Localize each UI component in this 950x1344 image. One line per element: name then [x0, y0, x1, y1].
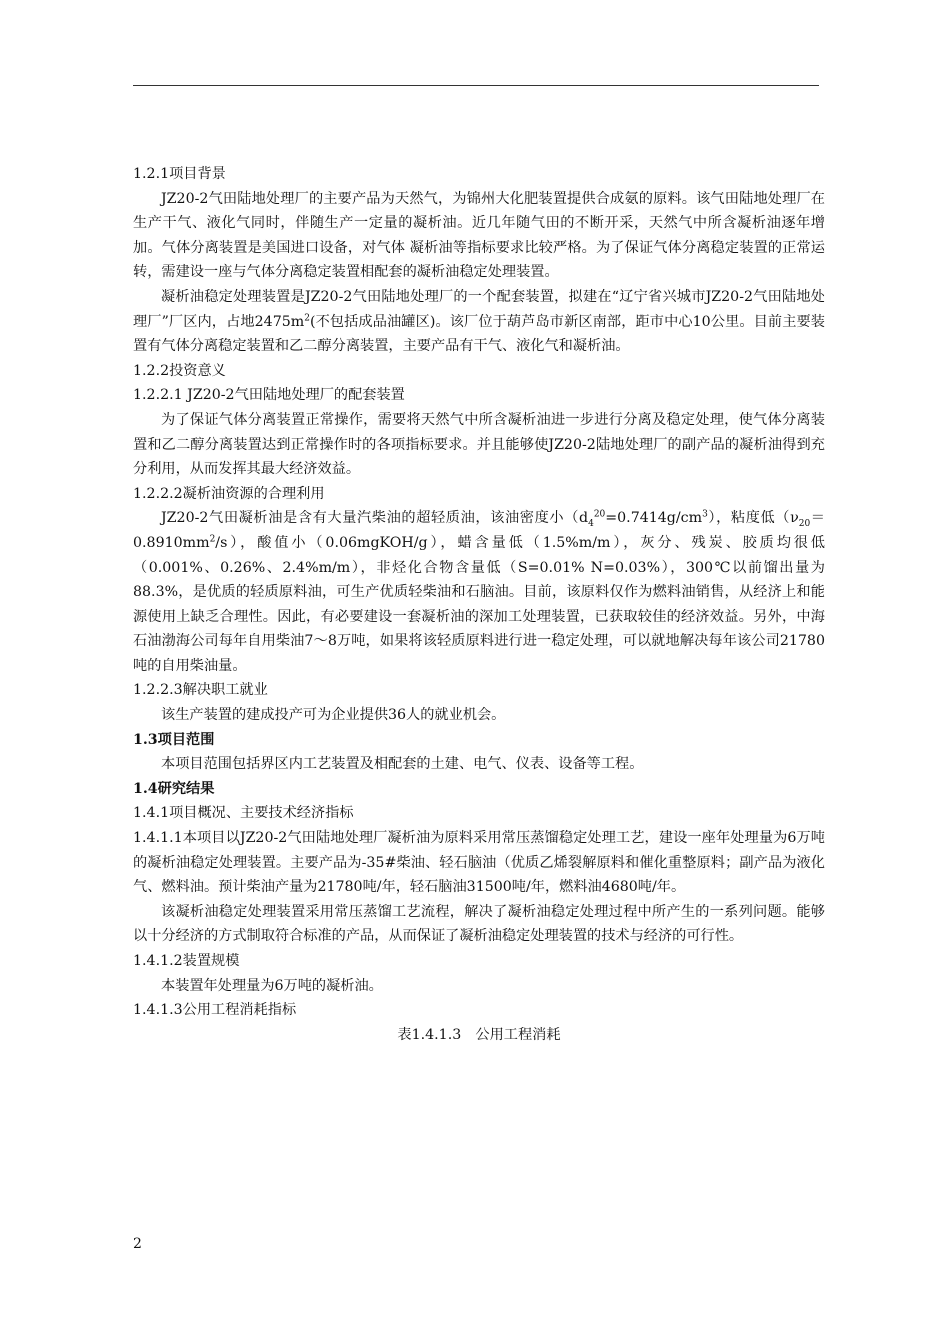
paragraph-1-4-1-1: 1.4.1.1本项目以JZ20-2气田陆地处理厂凝析油为原料采用常压蒸馏稳定处理工艺，建设一座年处理量为6万吨的凝析油稳定处理装置。主要产品为-35#柴油、轻石脑油（优质乙烯裂解原料和催化重整原料；副产品为液化气、燃料油。预计柴油产量为21780吨/年，轻石脑油31500吨/年，燃料油4680吨/年。 [133, 830, 825, 896]
heading-1-4-1: 1.4.1项目概况、主要技术经济指标 [133, 805, 354, 822]
table-caption: 表1.4.1.3 公用工程消耗 [397, 1026, 561, 1043]
paragraph-process: 该凝析油稳定处理装置采用常压蒸馏工艺流程，解决了凝析油稳定处理过程中所产生的一系列问题。能够以十分经济的方式制取符合标准的产品，从而保证了凝析油稳定处理装置的技术与经济的可行性。 [133, 903, 825, 945]
paragraph-background-1: JZ20-2气田陆地处理厂的主要产品为天然气，为锦州大化肥装置提供合成氨的原料。该气田陆地处理厂在生产干气、液化气同时，伴随生产一定量的凝析油。近几年随气田的不断开采，天然气中所含凝析油逐年增加。气体分离装置是美国进口设备，对气体 凝析油等指标要求比较严格。为了保证气体分离稳定装置的正常运转，需建设一座与气体分离稳定装置相配套的凝析油稳定处理装置。 [133, 190, 825, 281]
heading-1-2-2-3: 1.2.2.3解决职工就业 [133, 682, 268, 699]
heading-1-4-1-3: 1.4.1.3公用工程消耗指标 [133, 1002, 297, 1019]
heading-1-2-2-2: 1.2.2.2凝析油资源的合理利用 [133, 485, 325, 502]
heading-1-4: 1.4研究结果 [133, 780, 215, 797]
header-rule [133, 85, 819, 86]
document-body [133, 162, 825, 1047]
heading-1-2-2: 1.2.2投资意义 [133, 362, 226, 379]
heading-1-2-1: 1.2.1项目背景 [133, 166, 226, 182]
heading-1-2-2-1: 1.2.2.1 JZ20-2气田陆地处理厂的配套装置 [133, 387, 405, 404]
paragraph-supporting-unit: 为了保证气体分离装置正常操作，需要将天然气中所含凝析油进一步进行分离及稳定处理，使气体分离装置和乙二醇分离装置达到正常操作时的各项指标要求。并且能够使JZ20-2陆地处理厂的副产品的凝析油得到充分利用，从而发挥其最大经济效益。 [133, 411, 825, 478]
paragraph-employment: 该生产装置的建成投产可为企业提供36人的就业机会。 [161, 707, 506, 724]
heading-1-3: 1.3项目范围 [133, 731, 215, 748]
paragraph-scope: 本项目范围包括界区内工艺装置及相配套的土建、电气、仪表、设备等工程。 [161, 756, 644, 773]
paragraph-resource-use: JZ20-2气田凝析油是含有大量汽柴油的超轻质油，该油密度小$(d_4^{20}=0.7414g/cm^3)$，粘度低$(\nu_{20}=0.8910mm^2/s)$，酸值小（0.06mgKOH/g），蜡含量低（1.5%m/m），灰分、残炭、胶质均很低（0.001%、0.26%、2.4%m/m），非烃化合物含量低（S=0.01% N=0.03%），300℃以前馏出量为88.3%，是优质的轻质原料油，可生产优质轻柴油和石脑油。目前，该原料仅作为燃料油销售，从经济上和能源使用上缺乏合理性。因此，有必要建设一套凝析油的深加工处理装置，已获取较佳的经济效益。另外，中海石油渤海公司每年自用柴油7～8万吨，如果将该轻质原料进行进一稳定处理，可以就地解决每年该公司21780吨的自用柴油量。 [133, 509, 825, 674]
heading-1-4-1-2: 1.4.1.2装置规模 [133, 953, 240, 969]
paragraph-background-2: 凝析油稳定处理装置是JZ20-2气田陆地处理厂的一个配套装置，拟建在“辽宁省兴城市JZ20-2气田陆地处理厂”厂区内，占地$2475m^2$(不包括成品油罐区)。该厂位于葫芦岛市新区南部，距市中心10公里。目前主要装置有气体分离稳定装置和乙二醇分离装置，主要产品有干气、液化气和凝析油。 [133, 288, 825, 355]
page-number: 2 [133, 1236, 142, 1252]
paragraph-scale: 本装置年处理量为6万吨的凝析油。 [161, 977, 383, 994]
